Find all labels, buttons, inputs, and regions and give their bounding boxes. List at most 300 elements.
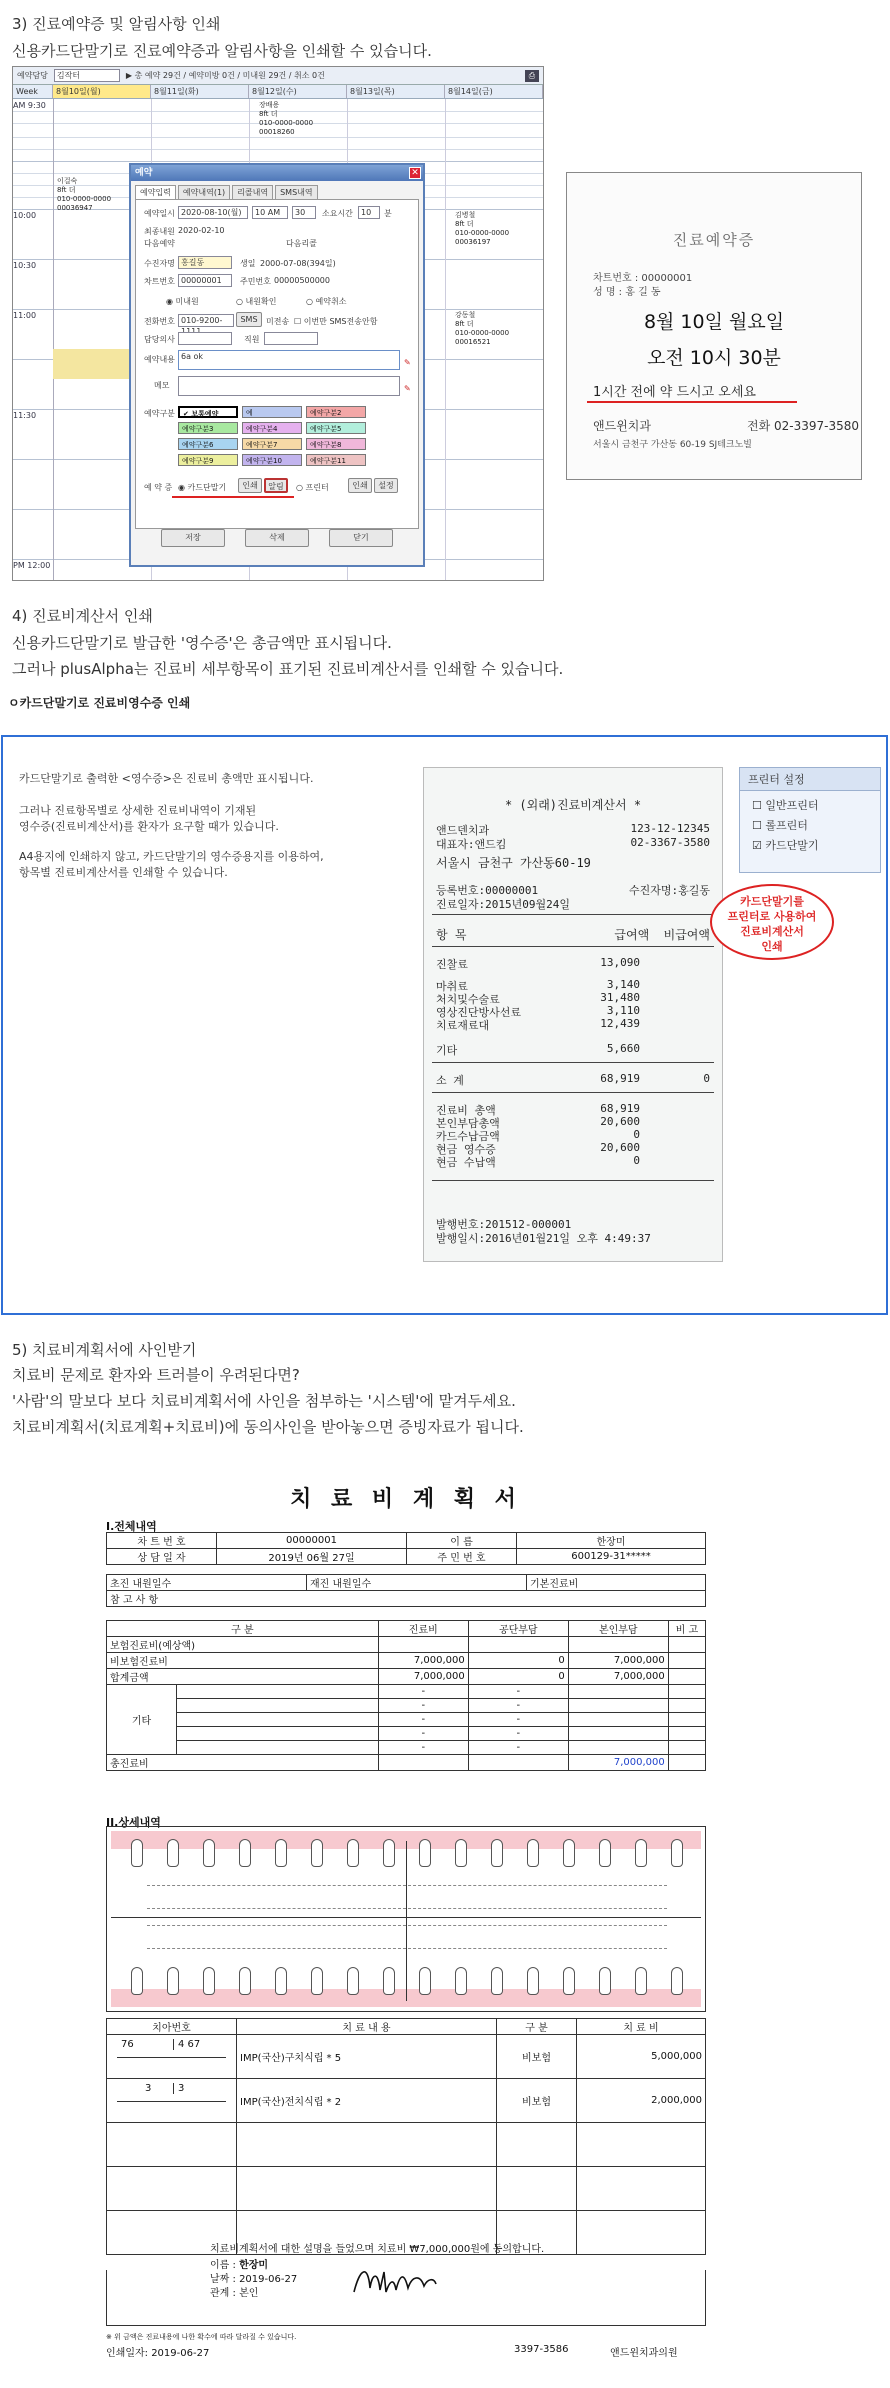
memo-label: 메모	[154, 381, 170, 390]
dialog-tabs	[131, 181, 423, 199]
radio-printer[interactable]: ○ 프린터	[296, 483, 329, 492]
appt-phone: 010-0000-0000	[57, 195, 112, 203]
print-label: 예 약 증	[144, 483, 173, 492]
sig-name-label: 이름 :	[210, 2260, 236, 2271]
tooth-left: 76	[121, 2039, 134, 2050]
subtotal-value2: 0	[703, 1072, 710, 1085]
consult-value: 2019년 06월 27일	[217, 1549, 407, 1565]
time-label: PM 12:00	[13, 561, 51, 570]
reservation-receipt	[566, 172, 862, 480]
item-name: 마취료	[436, 980, 468, 993]
cell	[378, 1637, 468, 1653]
time-label: 11:30	[13, 411, 37, 420]
para1: 카드단말기로 출력한 <영수증>은 진료비 총액만 표시됩니다.	[19, 772, 314, 785]
patient-name-label: 수진자명	[144, 259, 175, 268]
invoice-receipt	[423, 767, 723, 1262]
day-header[interactable]: 8월13일(목)	[347, 85, 445, 98]
delete-button[interactable]: 삭제	[245, 529, 309, 547]
tooth-icon	[239, 1967, 251, 1995]
invoice-biz: 123-12-12345	[630, 822, 710, 835]
row-label: 비보험진료비	[107, 1653, 379, 1669]
staff-label: 예약담당	[17, 71, 48, 80]
invoice-patient: 수진자명:홍길동	[628, 884, 710, 897]
appt-tag: 8ft 더	[455, 320, 474, 328]
name-label: 이 름	[407, 1533, 517, 1549]
tooth-divider	[117, 2057, 226, 2058]
appt-tag: 8ft 더	[455, 220, 474, 228]
col-header: 구 분	[497, 2019, 577, 2035]
invoice-address: 서울시 금천구 가산동60-19	[436, 856, 591, 870]
item-name: 치료재료대	[436, 1019, 490, 1032]
cell: 7,000,000	[378, 1669, 468, 1685]
para3b: 항목별 진료비계산서를 인쇄할 수 있습니다.	[19, 866, 228, 879]
receipt-date: 8월 10일 월요일	[643, 311, 785, 333]
last-visit-label: 최종내원	[144, 227, 175, 236]
radio-cancel[interactable]: ○ 예약취소	[306, 297, 347, 306]
appt-phone: 010-0000-0000	[455, 229, 510, 237]
invoice-owner: 대표자:앤드킴	[436, 838, 507, 851]
jumin-label: 주 민 번 호	[407, 1549, 517, 1565]
content-cell: IMP(국산)구치식립 * 5	[237, 2035, 497, 2079]
col-item: 항 목	[436, 928, 467, 942]
chart-value: 00000001	[217, 1533, 407, 1549]
tab-reservation-input[interactable]: 예약입력	[135, 185, 176, 199]
printer-settings-panel	[739, 767, 881, 873]
next-recall-label: 다음리콜	[286, 239, 317, 248]
kind-chip[interactable]: 예약구분3	[178, 422, 238, 434]
appointment-card[interactable]	[455, 211, 509, 247]
radio-card-terminal[interactable]: ◉ 카드단말기	[178, 483, 227, 492]
section-detail-heading: II.상세내역	[106, 1816, 161, 1829]
doctor-select[interactable]	[178, 332, 232, 345]
col-header: 비 고	[668, 1621, 705, 1637]
tooth-icon	[527, 1839, 539, 1867]
doc-title: 치 료 비 계 획 서	[290, 1487, 522, 1512]
cell	[568, 1637, 668, 1653]
jumin-label: 주민번호	[240, 277, 271, 286]
sig-name-row	[210, 2256, 268, 2271]
dialog-title: 예약	[131, 165, 423, 181]
kind-label: 예약구분	[144, 409, 175, 418]
receipt-chart: 차트번호 : 00000001	[593, 273, 693, 284]
row-label: 합계금액	[107, 1669, 379, 1685]
kind-chip[interactable]: 예약구분4	[242, 422, 302, 434]
radio-visited[interactable]: ○ 내원확인	[236, 297, 277, 306]
content-field[interactable]: 6a ok	[178, 350, 400, 370]
sum-value: 20,600	[600, 1115, 640, 1128]
row-label: 보험진료비(예상액)	[107, 1637, 379, 1653]
section4-title: 4) 진료비계산서 인쇄	[12, 607, 153, 625]
sum-value: 20,600	[600, 1141, 640, 1154]
section3-title: 3) 진료예약증 및 알림사항 인쇄	[12, 15, 221, 33]
duration-label: 소요시간	[322, 209, 353, 218]
item-value: 12,439	[600, 1017, 640, 1030]
tooth-icon	[167, 1839, 179, 1867]
visit-table	[106, 1574, 706, 1607]
clinic-name: 앤드윈치과의원	[610, 2348, 678, 2359]
consult-label: 상 담 일 자	[107, 1549, 217, 1565]
item-name: 진찰료	[436, 958, 468, 971]
cell: 7,000,000	[568, 1653, 668, 1669]
sum-value: 0	[633, 1128, 640, 1141]
tooth-icon	[239, 1839, 251, 1867]
memo-field[interactable]	[178, 376, 400, 396]
radio-label: 미내원	[175, 297, 199, 306]
sum-label: 카드수납금액	[436, 1130, 500, 1143]
appt-phone: 010-0000-0000	[259, 119, 314, 127]
schedule-screenshot	[12, 66, 544, 581]
cell: 7,000,000	[568, 1669, 668, 1685]
last-visit-value: 2020-02-10	[178, 226, 225, 235]
notice-underline	[587, 401, 797, 403]
close-icon[interactable]: ✕	[409, 167, 421, 179]
item-value: 3,140	[606, 978, 640, 991]
staff-select[interactable]	[264, 332, 318, 345]
subtotal-label: 소 계	[436, 1074, 464, 1087]
col-header: 치아번호	[107, 2019, 237, 2035]
tooth-icon	[455, 1839, 467, 1867]
item-value: 31,480	[600, 991, 640, 1004]
reference-label: 참 고 사 항	[107, 1591, 706, 1607]
col-paid: 급여액	[614, 928, 650, 942]
kind-chip-label: 보통예약	[191, 410, 219, 418]
revisit-label: 재진 내원일수	[307, 1575, 527, 1591]
kind-chip[interactable]: 예약구분10	[242, 454, 302, 466]
tooth-divider	[117, 2101, 226, 2102]
duration-select[interactable]: 10	[358, 206, 380, 219]
item-value: 13,090	[600, 956, 640, 969]
save-button[interactable]: 저장	[161, 529, 225, 547]
sig-rel-label: 관계 :	[210, 2288, 236, 2299]
callout-line: 카드단말기를	[740, 895, 804, 908]
checkbox-label: 이번만 SMS전송안함	[303, 317, 378, 326]
radio-label: 내원확인	[245, 297, 277, 306]
kind-chip[interactable]: 예약구분8	[306, 438, 366, 450]
footnote: ※ 위 금액은 진료내용에 나한 확수에 따라 달라질 수 있습니다.	[106, 2333, 297, 2341]
option-label: 카드단말기	[765, 839, 819, 852]
tooth-icon	[419, 1839, 431, 1867]
tooth-chart	[106, 1826, 706, 2012]
chart-number-label: 차트번호	[144, 277, 175, 286]
radio-label: 카드단말기	[187, 483, 227, 492]
issue-datetime: 발행일시:2016년01월21일 오후 4:49:37	[436, 1232, 651, 1245]
tooth-icon	[383, 1967, 395, 1995]
section5-title: 5) 치료비계획서에 사인받기	[12, 1341, 197, 1359]
sig-name: 한장미	[239, 2260, 269, 2271]
phone-label: 전화번호	[144, 317, 175, 326]
col-header: 구 분	[107, 1621, 379, 1637]
time-label: 10:30	[13, 261, 37, 270]
treatment-plan-document	[100, 1470, 712, 2359]
appt-id: 00018260	[259, 128, 295, 136]
invoice-reg: 등록번호:00000001	[436, 884, 539, 897]
appt-id: 00036947	[57, 204, 93, 212]
sum-label: 진료비 총액	[436, 1104, 496, 1117]
duration-unit: 분	[384, 209, 392, 218]
receipt-clinic: 앤드윈치과	[593, 419, 651, 433]
col-header: 공단부담	[468, 1621, 568, 1637]
appointment-card[interactable]	[57, 177, 111, 213]
week-label: Week	[13, 85, 53, 98]
tooth-number-cell	[107, 2079, 237, 2123]
base-fee-label: 기본진료비	[527, 1575, 706, 1591]
invoice-demo-box	[1, 735, 888, 1315]
item-value: 5,660	[606, 1042, 640, 1055]
tooth-icon	[131, 1839, 143, 1867]
tab-reservation-history[interactable]: 예약내역(1)	[178, 185, 230, 199]
tooth-icon	[599, 1967, 611, 1995]
item-value: 3,110	[606, 1004, 640, 1017]
tooth-icon	[563, 1967, 575, 1995]
phone-field[interactable]: 010-9200-	[178, 314, 234, 327]
tooth-icon	[347, 1967, 359, 1995]
patient-info-table	[106, 1532, 706, 1565]
upper-occlusal	[147, 1885, 667, 1909]
name-value: 한장미	[517, 1533, 706, 1549]
sum-value: 68,919	[600, 1102, 640, 1115]
issue-number: 발행번호:201512-000001	[436, 1218, 572, 1231]
kind-chip[interactable]: 예	[242, 406, 302, 418]
etc-label: 기타	[107, 1685, 177, 1755]
patient-name-field[interactable]: 홍길동	[178, 256, 232, 269]
close-button[interactable]: 닫기	[329, 529, 393, 547]
tooth-icon	[347, 1839, 359, 1867]
tab-recall-history[interactable]: 리콜내역	[232, 185, 273, 199]
tooth-icon	[275, 1967, 287, 1995]
consent-text: 치료비계획서에 대한 설명을 들었으며 치료비 ₩7,000,000원에 동의합니다.	[210, 2244, 545, 2255]
notice-button[interactable]: 알림	[264, 478, 288, 493]
lower-occlusal	[147, 1925, 667, 1949]
total-value: 7,000,000	[568, 1755, 668, 1771]
signature-image	[350, 2260, 440, 2300]
invoice-clinic: 앤드덴치과	[436, 824, 490, 837]
dialog-panel	[135, 199, 419, 529]
date-label: 예약일시	[144, 209, 175, 218]
sig-rel-row	[210, 2284, 258, 2299]
sig-rel: 본인	[239, 2288, 259, 2299]
kind-chip[interactable]: 예약구분5	[306, 422, 366, 434]
day-header[interactable]: 8월12일(수)	[249, 85, 347, 98]
doctor-label: 담당의사	[144, 335, 175, 344]
item-name: 영상진단방사선료	[436, 1006, 522, 1019]
print-date: 인쇄일자: 2019-06-27	[106, 2348, 210, 2359]
appt-id: 00016521	[455, 338, 491, 346]
appt-name: 장배용	[259, 101, 280, 109]
item-name: 기타	[436, 1044, 458, 1057]
invoice-title: * (외래)진료비계산서 *	[504, 798, 642, 812]
print-icon[interactable]: ⎙	[525, 70, 539, 82]
tooth-icon	[383, 1839, 395, 1867]
highlight-underline	[172, 496, 294, 498]
tooth-number-cell	[107, 2035, 237, 2079]
staff-select[interactable]: 김작터	[54, 69, 120, 82]
sum-value: 0	[633, 1154, 640, 1167]
tooth-icon	[491, 1839, 503, 1867]
memo-edit-icon[interactable]: ✎	[404, 384, 411, 393]
para3a: A4용지에 인쇄하지 않고, 카드단말기의 영수증용지를 이용하여,	[19, 850, 324, 863]
option-label: 일반프린터	[765, 799, 819, 812]
receipt-title: 진료예약증	[672, 231, 756, 249]
tooth-icon	[455, 1967, 467, 1995]
invoice-date: 진료일자:2015년09월24일	[436, 898, 570, 911]
jumin-value: 00000500000	[274, 276, 330, 285]
tooth-icon	[203, 1967, 215, 1995]
tooth-icon	[671, 1839, 683, 1867]
appt-name: 이걸숙	[57, 177, 78, 185]
receipt-time: 오전 10시 30분	[647, 347, 781, 369]
tab-sms-history[interactable]: SMS내역	[275, 185, 318, 199]
birth-label: 생일	[240, 259, 256, 268]
appt-name: 김병철	[455, 211, 476, 219]
cell: 0	[468, 1653, 568, 1669]
appt-phone: 010-0000-0000	[455, 329, 510, 337]
option-label: 롤프린터	[765, 819, 808, 832]
sig-date-label: 날짜 :	[210, 2274, 236, 2285]
time-label: AM 9:30	[13, 101, 46, 110]
tooth-icon	[419, 1967, 431, 1995]
printer-option-card-terminal[interactable]: ☑ 카드단말기	[752, 839, 819, 852]
callout-line: 진료비계산서	[740, 925, 804, 938]
print-button[interactable]: 인쇄	[238, 478, 262, 493]
col-header: 진료비	[378, 1621, 468, 1637]
cell	[468, 1637, 568, 1653]
schedule-toolbar	[13, 67, 543, 85]
tooth-icon	[167, 1967, 179, 1995]
kind-cell: 비보험	[497, 2035, 577, 2079]
printer-settings-title: 프린터 설정	[740, 768, 880, 791]
kind-chip[interactable]: 예약구분11	[306, 454, 366, 466]
detail-table	[106, 2018, 706, 2255]
appt-tag: 8ft 더	[57, 186, 76, 194]
staff-label: 직원	[244, 335, 260, 344]
sms-skip-checkbox[interactable]: ☐ 이번만 SMS전송안함	[294, 317, 378, 326]
callout-bubble	[710, 884, 834, 960]
chart-label: 차 트 번 호	[107, 1533, 217, 1549]
kind-chip[interactable]: 예약구분6	[178, 438, 238, 450]
content-cell: IMP(국산)전치식립 * 2	[237, 2079, 497, 2123]
receipt-address: 서울시 금천구 가산동 60-19 SJ테크노빌	[593, 440, 752, 450]
appt-tag: 8ft 더	[259, 110, 278, 118]
birth-value: 2000-07-08(394일)	[260, 259, 336, 268]
kind-chip[interactable]: ✔ 보통예약	[178, 406, 238, 418]
para2b: 영수증(진료비계산서)를 환자가 요구할 때가 있습니다.	[19, 820, 279, 833]
appointment-card[interactable]	[259, 101, 313, 137]
radio-label: 프린터	[305, 483, 329, 492]
col-header: 치 료 내 용	[237, 2019, 497, 2035]
kind-chip[interactable]: 예약구분2	[306, 406, 366, 418]
tooth-icon	[311, 1967, 323, 1995]
appointment-card[interactable]	[455, 311, 509, 347]
radio-label: 예약취소	[315, 297, 347, 306]
time-label: 10:00	[13, 211, 37, 220]
section5-line2: '사람'의 말보다 보다 치료비계획서에 사인을 첨부하는 '시스템'에 맡겨두세요.	[12, 1392, 516, 1410]
day-header[interactable]: 8월11일(화)	[151, 85, 249, 98]
minute-select[interactable]: 30	[292, 206, 316, 219]
receipt-tel: 전화 02-3397-3580	[747, 419, 860, 433]
appt-id: 00036197	[455, 238, 491, 246]
kind-cell: 비보험	[497, 2079, 577, 2123]
section4-subheading: ㅇ카드단말기로 진료비영수증 인쇄	[8, 696, 191, 710]
section5-line3: 치료비계획서(치료계획+치료비)에 동의사인을 받아놓으면 증빙자료가 됩니다.	[12, 1418, 524, 1436]
fee-cell: 2,000,000	[577, 2079, 706, 2123]
time-label: 11:00	[13, 311, 37, 320]
receipt-name: 성 명 : 홍 길 동	[593, 287, 661, 298]
tooth-icon	[563, 1839, 575, 1867]
sum-label: 현금 수납액	[436, 1156, 496, 1169]
section3-desc: 신용카드단말기로 진료예약증과 알림사항을 인쇄할 수 있습니다.	[12, 42, 432, 60]
clinic-tel: 3397-3586	[514, 2344, 569, 2355]
receipt-notice: 1시간 전에 약 드시고 오세요	[593, 385, 756, 400]
tooth-icon	[635, 1839, 647, 1867]
printer-setup-button[interactable]: 설정	[374, 478, 398, 493]
hour-select[interactable]: 10 AM	[252, 206, 288, 219]
day-header[interactable]: 8월10일(월)	[53, 85, 151, 98]
tooth-icon	[491, 1967, 503, 1995]
invoice-tel: 02-3367-3580	[630, 836, 710, 849]
cell: 7,000,000	[378, 1653, 468, 1669]
content-edit-icon[interactable]: ✎	[404, 358, 411, 367]
kind-chip[interactable]: 예약구분9	[178, 454, 238, 466]
tooth-right: 4 67	[173, 2039, 200, 2050]
printer-option-general[interactable]: ☐ 일반프린터	[752, 799, 819, 812]
radio-not-visited[interactable]: ◉ 미내원	[166, 297, 199, 306]
total-label: 총진료비	[107, 1755, 379, 1771]
printer-option-roll[interactable]: ☐ 롤프린터	[752, 819, 808, 832]
tooth-icon	[635, 1967, 647, 1995]
sig-date-row	[210, 2270, 297, 2285]
callout-line: 프린터로 사용하여	[727, 910, 817, 923]
subtotal-value: 68,919	[600, 1072, 640, 1085]
printer-print-button[interactable]: 인쇄	[348, 478, 372, 493]
cell: 0	[468, 1669, 568, 1685]
section-total-heading: I.전체내역	[106, 1520, 157, 1533]
col-header: 치 료 비	[577, 2019, 706, 2035]
next-reservation-label: 다음예약	[144, 239, 175, 248]
callout-line: 인쇄	[761, 940, 783, 953]
chart-number-field[interactable]: 00000001	[178, 274, 232, 287]
appt-name: 강동철	[455, 311, 476, 319]
tooth-icon	[203, 1839, 215, 1867]
content-label: 예약내용	[144, 355, 175, 364]
tooth-icon	[311, 1839, 323, 1867]
cost-table: 구 분 진료비 공단부담 본인부담 비 고 보험진료비(예상액) 비보험진료비 7,000,000 0 7,000,000 합계금액 7,000,000 0 7,000,000 기타 - - - - - - - - - - 총진료비 7,000,000	[106, 1620, 706, 1771]
fee-cell: 5,000,000	[577, 2035, 706, 2079]
sum-label: 본인부담총액	[436, 1117, 500, 1130]
col-nonpaid: 비급여액	[663, 928, 710, 942]
sms-button[interactable]: SMS	[236, 312, 262, 327]
reservation-dialog	[129, 163, 425, 567]
tooth-right: 3	[173, 2083, 184, 2094]
section4-desc2: 그러나 plusAlpha는 진료비 세부항목이 표기된 진료비계산서를 인쇄할 수 있습니다.	[12, 660, 564, 678]
tooth-icon	[527, 1967, 539, 1995]
tooth-icon	[275, 1839, 287, 1867]
tooth-icon	[599, 1839, 611, 1867]
para2a: 그러나 진료항목별로 상세한 진료비내역이 기재된	[19, 804, 257, 817]
day-header[interactable]: 8월14일(금)	[445, 85, 543, 98]
date-field[interactable]: 2020-08-10(월)	[178, 206, 248, 219]
item-name: 처치및수술료	[436, 993, 500, 1006]
sum-label: 현금 영수증	[436, 1143, 496, 1156]
first-visit-label: 초진 내원일수	[107, 1575, 307, 1591]
center-line	[406, 1841, 407, 2001]
stats-text: ▶ 총 예약 29건 / 예약미방 0건 / 미내원 29건 / 취소 0건	[125, 71, 325, 80]
tooth-icon	[131, 1967, 143, 1995]
section4-desc1: 신용카드단말기로 발급한 '영수증'은 총금액만 표시됩니다.	[12, 634, 392, 652]
col-header: 본인부담	[568, 1621, 668, 1637]
section5-line1: 치료비 문제로 환자와 트러블이 우려된다면?	[12, 1366, 300, 1384]
kind-chip[interactable]: 예약구분7	[242, 438, 302, 450]
tooth-left: 3	[145, 2083, 152, 2094]
